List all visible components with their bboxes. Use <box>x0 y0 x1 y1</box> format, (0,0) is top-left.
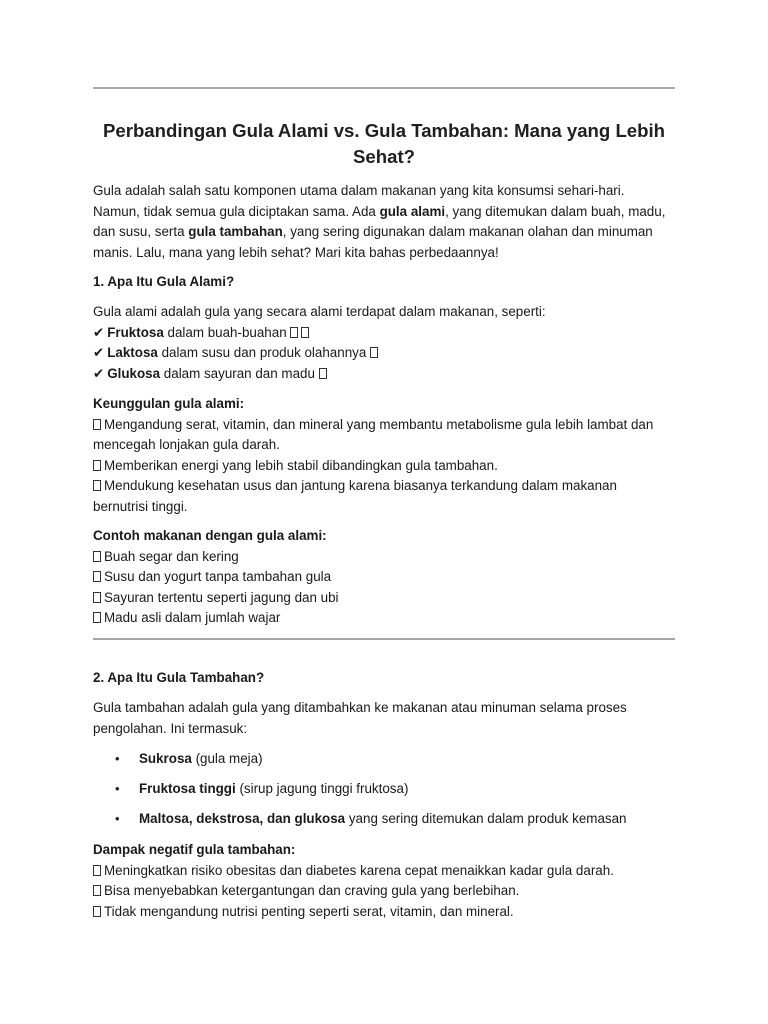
intro-text-3: , yang sering digunakan dalam makanan olahan dan minuman manis. Lalu, mana yang lebih sehat? Mari kita bahas perbedaannya! <box>93 224 653 260</box>
natural-sugar-item <box>93 364 675 385</box>
intro-paragraph <box>93 181 675 263</box>
checkmark-icon: ✔ <box>93 324 105 340</box>
intro-bold-added: gula tambahan <box>188 224 283 240</box>
advantage-item: Mendukung kesehatan usus dan jantung karena biasanya terkandung dalam makanan bernutrisi tinggi. <box>93 478 617 514</box>
example-item: Sayuran tertentu seperti jagung dan ubi <box>93 588 675 609</box>
checkmark-icon: ✔ <box>93 345 105 361</box>
emoji-placeholder-icon <box>93 419 101 430</box>
emoji-placeholder-icon <box>93 885 101 896</box>
emoji-placeholder-icon <box>93 460 101 471</box>
section2-heading: 2. Apa Itu Gula Tambahan? <box>93 670 265 685</box>
natural-sugar-desc: dalam sayuran dan madu <box>160 365 315 381</box>
natural-sugar-item <box>93 323 675 344</box>
section1-natural-list <box>93 302 675 384</box>
example-item: Susu dan yogurt tanpa tambahan gula <box>93 567 675 588</box>
emoji-placeholder-icon <box>93 551 101 562</box>
intro-bold-natural: gula alami <box>379 203 446 219</box>
section-divider <box>93 638 675 640</box>
emoji-placeholder-icon <box>319 368 327 379</box>
impact-item: Tidak mengandung nutrisi penting seperti serat, vitamin, dan mineral. <box>93 902 675 923</box>
intro-text-1: Gula adalah salah satu komponen utama dalam makanan yang kita konsumsi sehari-hari. Namun, tidak semua gula diciptakan sama. Ada <box>93 183 625 219</box>
natural-sugar-desc: dalam susu dan produk olahannya <box>157 345 367 361</box>
advantage-item: Mengandung serat, vitamin, dan mineral yang membantu metabolisme gula lebih lambat dan mencegah lonjakan gula darah. <box>93 416 654 453</box>
added-sugar-list <box>93 749 675 839</box>
emoji-placeholder-icon <box>370 347 378 358</box>
impact-item: Meningkatkan risiko obesitas dan diabetes karena cepat menaikkan kadar gula darah. <box>93 861 675 882</box>
advantage-item: Memberikan energi yang lebih stabil dibandingkan gula tambahan. <box>93 456 675 477</box>
impact-item: Bisa menyebabkan ketergantungan dan craving gula yang berlebihan. <box>93 881 675 902</box>
added-sugar-item: • Fruktosa tinggi (sirup jagung tinggi fruktosa) <box>93 779 675 809</box>
advantages-heading: Keunggulan gula alami: <box>93 396 245 411</box>
section1-heading: 1. Apa Itu Gula Alami? <box>93 274 235 289</box>
emoji-placeholder-icon <box>93 612 101 623</box>
natural-sugar-name: Fruktosa <box>107 324 164 340</box>
checkmark-icon: ✔ <box>93 365 105 381</box>
impacts-block <box>93 840 675 922</box>
example-item: Buah segar dan kering <box>93 547 675 568</box>
example-item: Madu asli dalam jumlah wajar <box>93 608 675 629</box>
emoji-placeholder-icon <box>93 906 101 917</box>
document-title: Perbandingan Gula Alami vs. Gula Tambahan: Mana yang Lebih Sehat? <box>102 120 666 167</box>
intro-text-2: , yang ditemukan dalam buah, madu, dan susu, serta <box>93 203 666 240</box>
added-sugar-item: • Maltosa, dekstrosa, dan glukosa yang sering ditemukan dalam produk kemasan <box>93 809 675 839</box>
section2-lead: Gula tambahan adalah gula yang ditambahkan ke makanan atau minuman selama proses pengolahan. Ini termasuk: <box>93 700 627 736</box>
emoji-placeholder-icon <box>290 327 298 338</box>
emoji-placeholder-icon <box>93 480 101 491</box>
emoji-placeholder-icon <box>93 592 101 603</box>
natural-sugar-name: Glukosa <box>107 365 161 381</box>
natural-sugar-desc: dalam buah-buahan <box>163 324 287 340</box>
natural-sugar-item <box>93 343 675 364</box>
added-sugar-item: • Sukrosa (gula meja) <box>93 749 675 779</box>
impacts-heading: Dampak negatif gula tambahan: <box>93 842 296 857</box>
advantages-block <box>93 394 675 518</box>
top-divider <box>93 87 675 89</box>
examples-block <box>93 526 675 629</box>
natural-sugar-name: Laktosa <box>107 345 158 361</box>
emoji-placeholder-icon <box>301 327 309 338</box>
section1-lead: Gula alami adalah gula yang secara alami terdapat dalam makanan, seperti: <box>93 304 546 319</box>
emoji-placeholder-icon <box>93 571 101 582</box>
emoji-placeholder-icon <box>93 865 101 876</box>
examples-heading: Contoh makanan dengan gula alami: <box>93 528 327 543</box>
